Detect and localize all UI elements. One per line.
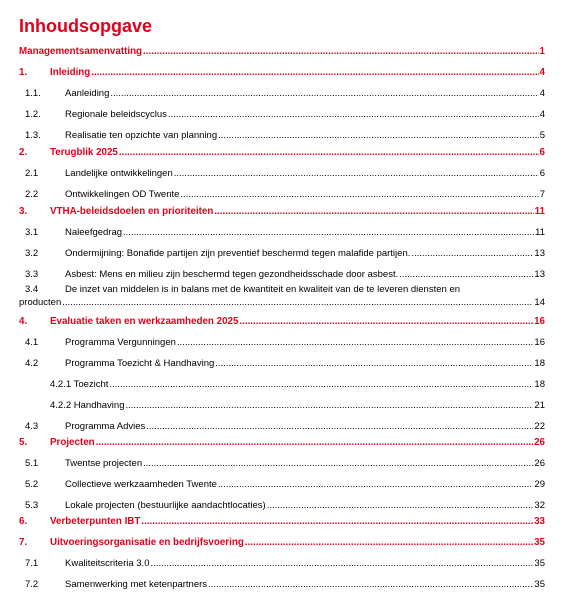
dot-leader <box>125 400 533 412</box>
dot-leader <box>143 46 539 58</box>
toc-entry[interactable] <box>19 269 545 281</box>
toc-entry-number: 4. <box>19 316 28 327</box>
toc-entry-number: 1.3. <box>25 130 41 141</box>
toc-entry-number: 1.2. <box>25 109 41 120</box>
toc-entry[interactable] <box>19 421 545 433</box>
toc-entry-title: Kwaliteitscriteria 3.0 <box>65 558 150 569</box>
toc-entry-title: 4.2.2 Handhaving <box>50 400 125 411</box>
toc-entry-number: 2.2 <box>25 189 39 200</box>
toc-entry-title: Programma Vergunningen <box>65 337 176 348</box>
toc-entry-title: Lokale projecten (bestuurlijke aandachtlocaties) <box>65 500 266 511</box>
toc-entry-number: 3.1 <box>25 227 39 238</box>
toc-entry-page: 13 <box>534 269 545 280</box>
toc-entry-title: Aanleiding <box>65 88 110 99</box>
toc-entry-page: 26 <box>534 437 545 448</box>
toc-entry-title: Collectieve werkzaamheden Twente <box>65 479 217 490</box>
dot-leader <box>239 316 533 328</box>
toc-entry-number: 1. <box>19 67 28 78</box>
toc-entry-number: 5.3 <box>25 500 39 511</box>
toc-entry-title: Ontwikkelingen OD Twente <box>65 189 180 200</box>
toc-entry-number: 4.2 <box>25 358 39 369</box>
toc-entry-title: Asbest: Mens en milieu zijn beschermd tegen gezondheidsschade door asbest. <box>65 269 399 280</box>
toc-entry[interactable] <box>19 558 545 570</box>
toc-entry-title: Managementsamenvatting <box>19 46 143 57</box>
toc-entry[interactable] <box>19 168 545 180</box>
toc-entry-page: 5 <box>539 130 545 141</box>
toc-entry-title: Ondermijning: Bonafide partijen zijn preventief beschermd tegen malafide partijen. <box>65 248 411 259</box>
toc-entry-title: Programma Toezicht & Handhaving <box>65 358 215 369</box>
toc-entry-page: 16 <box>534 316 545 327</box>
toc-entry[interactable] <box>19 67 545 79</box>
toc-title: Inhoudsopgave <box>19 16 153 36</box>
toc-entry[interactable] <box>19 479 545 491</box>
toc-entry-number: 5.2 <box>25 479 39 490</box>
dot-leader <box>62 297 533 309</box>
toc-entry-page: 26 <box>534 458 545 469</box>
toc-entry[interactable] <box>19 46 545 58</box>
toc-entry[interactable] <box>19 109 545 121</box>
dot-leader <box>141 516 533 528</box>
dot-leader <box>215 358 533 370</box>
toc-entry-page: 4 <box>539 67 545 78</box>
dot-leader <box>110 88 538 100</box>
toc-entry-number: 5.1 <box>25 458 39 469</box>
toc-entry-page: 18 <box>534 358 545 369</box>
toc-entry-number: 7.1 <box>25 558 39 569</box>
toc-entry-title: Landelijke ontwikkelingen <box>65 168 173 179</box>
toc-entry-page: 4 <box>539 109 545 120</box>
toc-entry-page: 13 <box>534 248 545 259</box>
toc-entry-page: 21 <box>534 400 545 411</box>
toc-entry-page: 6 <box>539 168 545 179</box>
toc-entry-number: 4.1 <box>25 337 39 348</box>
toc-entry-title: Verbeterpunten IBT <box>50 516 141 527</box>
toc-entry-title: Projecten <box>50 437 95 448</box>
dot-leader <box>96 437 533 449</box>
dot-leader <box>91 67 538 79</box>
dot-leader <box>109 379 533 391</box>
toc-entry-number: 4.3 <box>25 421 39 432</box>
toc-entry-number: 3.3 <box>25 269 39 280</box>
toc-entry-page: 22 <box>534 421 545 432</box>
toc-entry-number: 1.1. <box>25 88 41 99</box>
toc-entry-page: 7 <box>539 189 545 200</box>
toc-entry-title: De inzet van middelen is in balans met de kwantiteit en kwaliteit van de te leveren diensten en <box>65 284 461 295</box>
toc-entry[interactable] <box>19 147 545 159</box>
toc-entry[interactable] <box>19 316 545 328</box>
toc-entry-title: Evaluatie taken en werkzaamheden 2025 <box>50 316 239 327</box>
dot-leader <box>218 479 534 491</box>
toc-entry-title-continued: producten <box>19 297 62 308</box>
toc-entry[interactable] <box>19 579 545 591</box>
toc-entry-page: 6 <box>539 147 545 158</box>
toc-entry-title: VTHA-beleidsdoelen en prioriteiten <box>50 206 214 217</box>
toc-entry-page: 32 <box>534 500 545 511</box>
dot-leader <box>150 558 533 570</box>
toc-entry-title: Twentse projecten <box>65 458 143 469</box>
toc-entry[interactable] <box>19 88 545 100</box>
toc-entry[interactable] <box>19 189 545 201</box>
toc-entry[interactable] <box>19 400 545 412</box>
toc-entry-number: 3. <box>19 206 28 217</box>
toc-entry[interactable] <box>19 130 545 142</box>
dot-leader <box>143 458 533 470</box>
toc-entry-number: 3.2 <box>25 248 39 259</box>
toc-entry-number: 5. <box>19 437 28 448</box>
toc-entry-page: 35 <box>534 579 545 590</box>
dot-leader <box>123 227 534 239</box>
toc-entry[interactable] <box>19 337 545 349</box>
toc-entry-title: Inleiding <box>50 67 91 78</box>
dot-leader <box>174 168 539 180</box>
toc-entry[interactable] <box>19 516 545 528</box>
toc-entry[interactable] <box>19 206 545 218</box>
toc-entry[interactable] <box>19 248 545 260</box>
toc-entry-number: 2. <box>19 147 28 158</box>
toc-entry[interactable] <box>19 537 545 549</box>
toc-entry-page: 11 <box>535 227 545 238</box>
toc-entry-page: 16 <box>534 337 545 348</box>
toc-entry-number: 7. <box>19 537 28 548</box>
toc-entry-page: 33 <box>534 516 545 527</box>
toc-entry-page: 4 <box>539 88 545 99</box>
toc-entry-title: Terugblik 2025 <box>50 147 118 158</box>
toc-entry[interactable] <box>19 500 545 512</box>
dot-leader <box>267 500 534 512</box>
toc-entry-page: 29 <box>534 479 545 490</box>
dot-leader <box>245 537 533 549</box>
toc-entry-title: Naleefgedrag <box>65 227 123 238</box>
toc-entry-title: Programma Advies <box>65 421 146 432</box>
toc-entry[interactable] <box>19 284 545 309</box>
toc-entry-page: 18 <box>534 379 545 390</box>
toc-entry-title: Realisatie ten opzichte van planning <box>65 130 218 141</box>
dot-leader <box>119 147 539 159</box>
dot-leader <box>177 337 534 349</box>
toc-entry-page: 35 <box>534 558 545 569</box>
toc-entry-title: Regionale beleidscyclus <box>65 109 167 120</box>
dot-leader <box>168 109 539 121</box>
dot-leader <box>180 189 538 201</box>
toc-entry-title: 4.2.1 Toezicht <box>50 379 109 390</box>
toc-entry-number: 7.2 <box>25 579 39 590</box>
toc-entry[interactable] <box>19 437 545 449</box>
toc-entry-page: 1 <box>539 46 545 57</box>
toc-entry-title: Samenwerking met ketenpartners <box>65 579 208 590</box>
toc-entry[interactable] <box>19 379 545 391</box>
dot-leader <box>411 248 533 260</box>
toc-entry[interactable] <box>19 227 545 239</box>
dot-leader <box>146 421 533 433</box>
dot-leader <box>399 269 533 281</box>
toc-entry-number: 2.1 <box>25 168 39 179</box>
toc-entry-page: 14 <box>534 297 545 308</box>
dot-leader <box>208 579 533 591</box>
toc-entry-number: 6. <box>19 516 28 527</box>
toc-entry-page: 35 <box>534 537 545 548</box>
toc-entry-number: 3.4 <box>25 284 39 295</box>
toc-entry-title: Uitvoeringsorganisatie en bedrijfsvoering <box>50 537 244 548</box>
dot-leader <box>218 130 539 142</box>
toc-entry[interactable] <box>19 458 545 470</box>
toc-entry[interactable] <box>19 358 545 370</box>
dot-leader <box>214 206 533 218</box>
toc-entry-page: 11 <box>534 206 545 217</box>
